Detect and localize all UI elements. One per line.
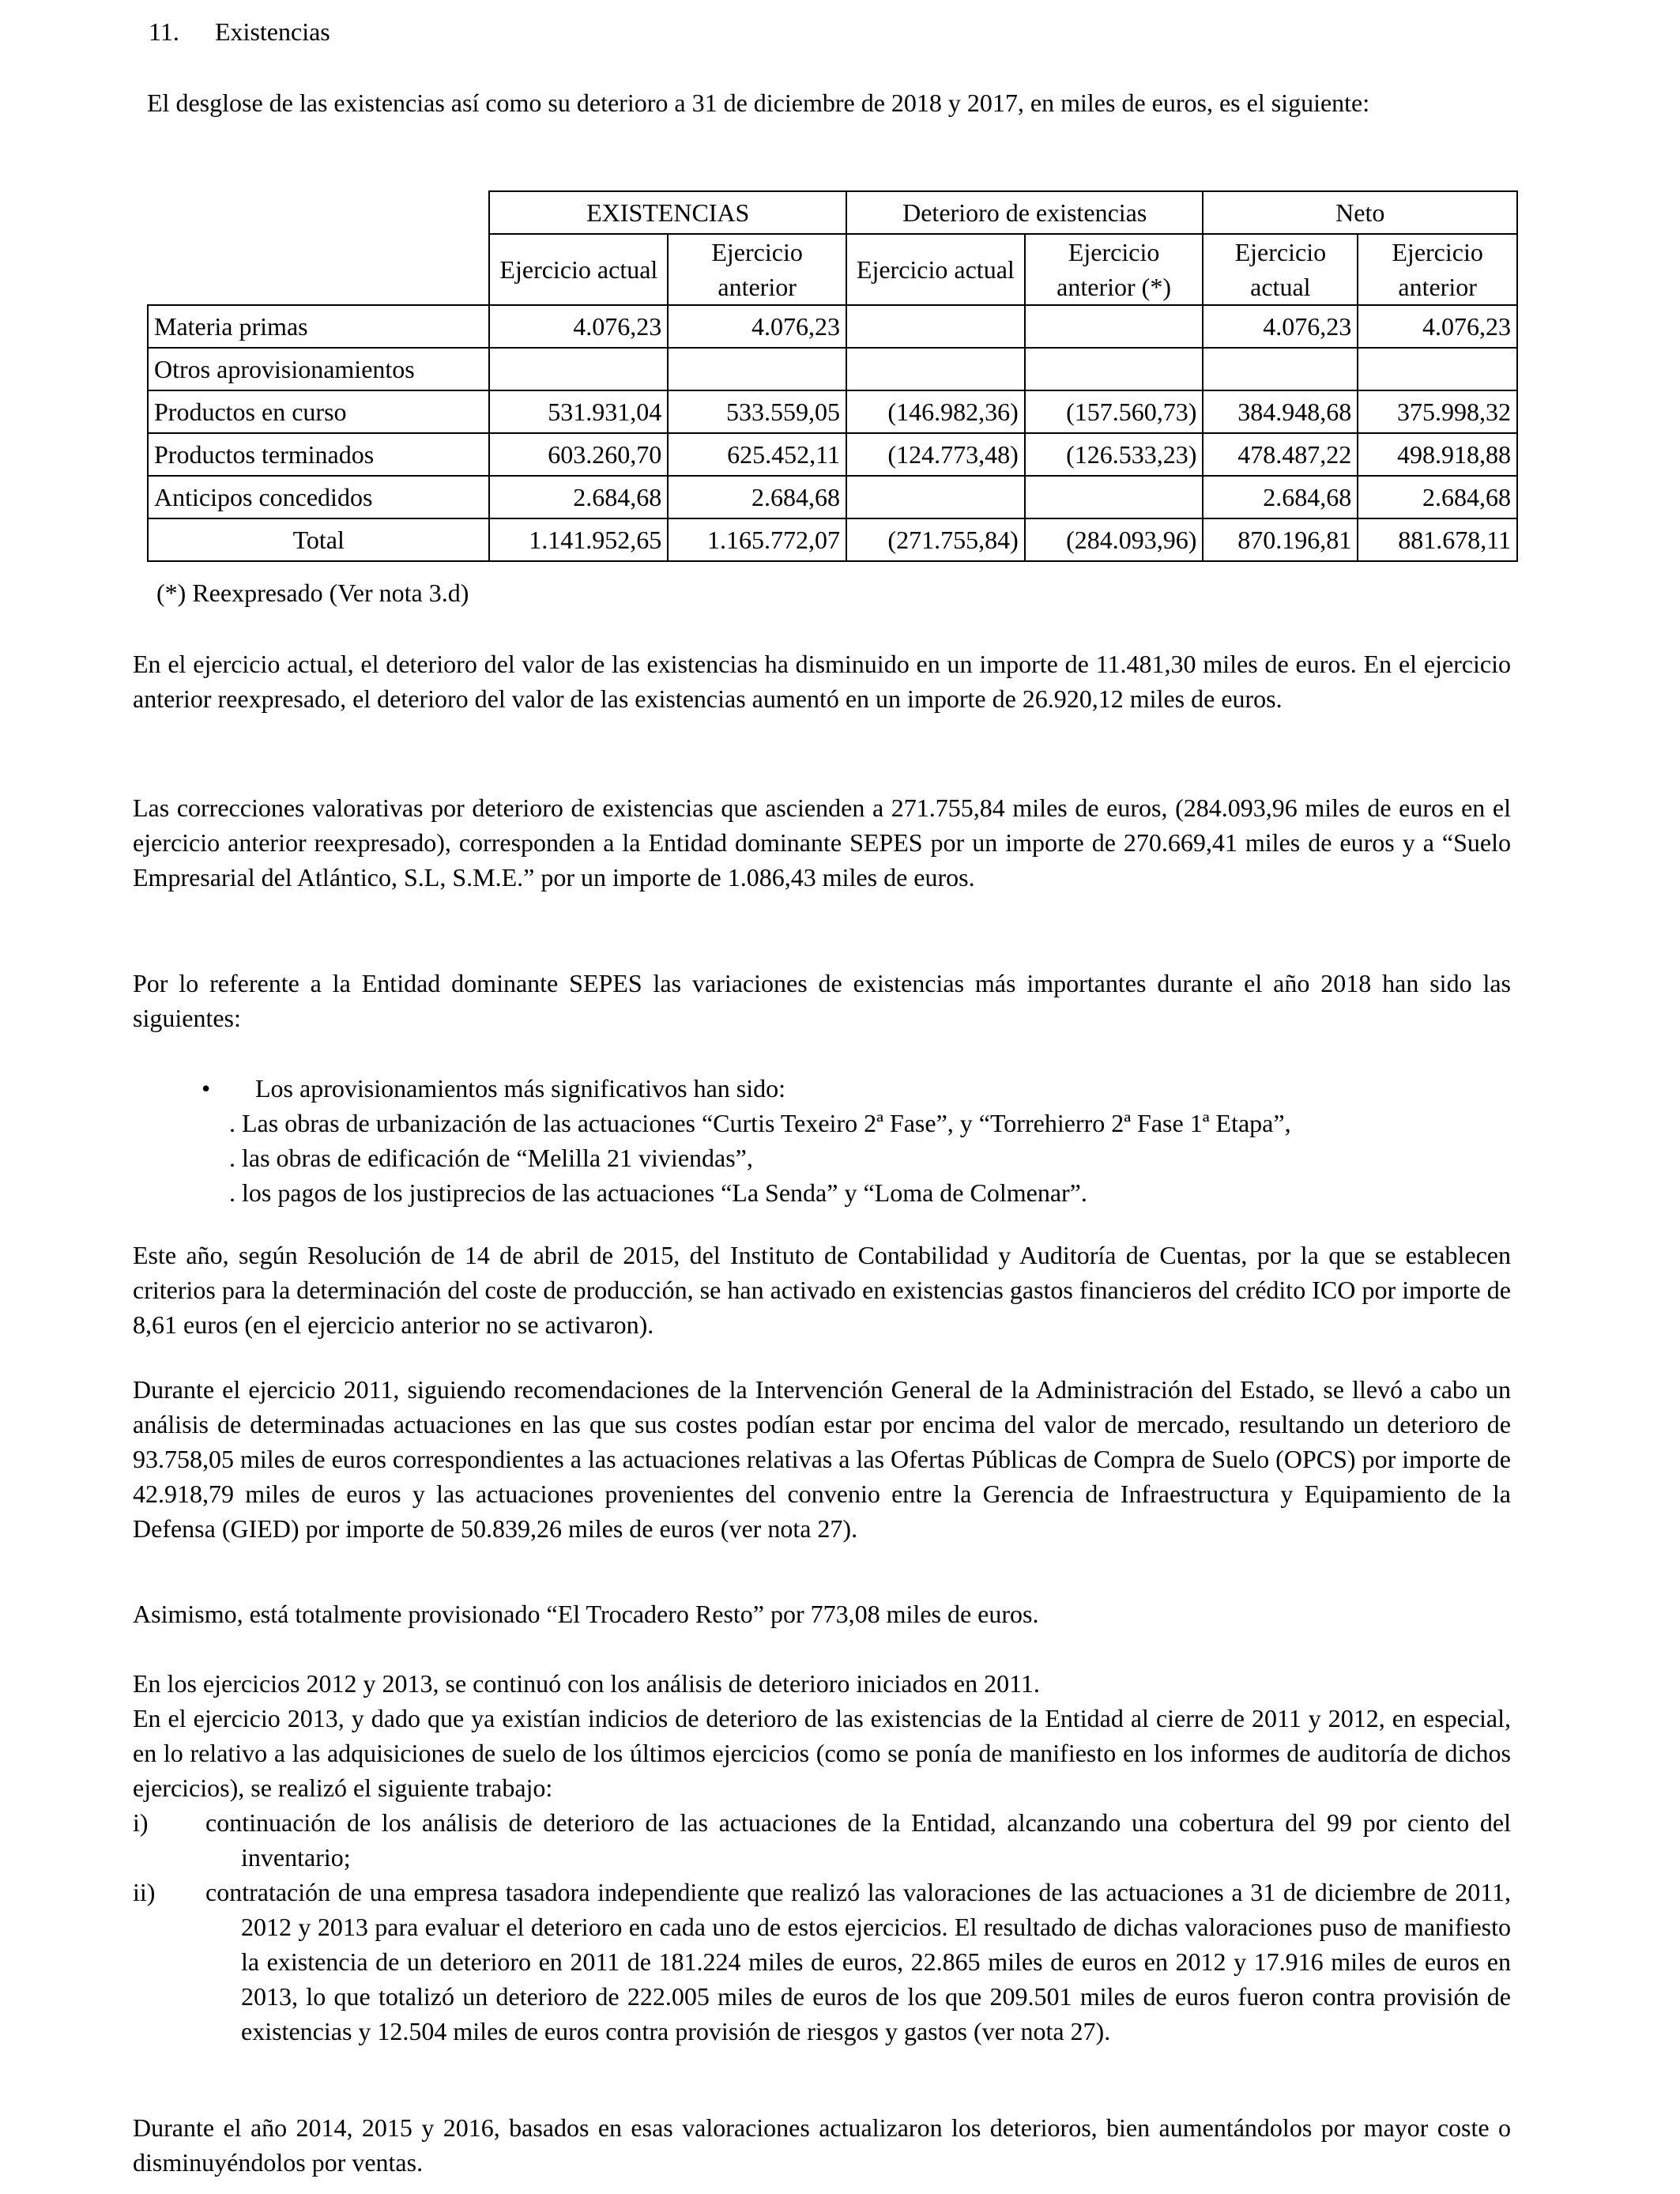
paragraph-2013-trabajo: En el ejercicio 2013, y dado que ya existían indicios de deterioro de las existencias de la Entidad al cierre de 2011 y 2012, en especial, en lo relativo a las adquisiciones de suelo de los últimos ejercicios (como se ponía de manifiesto en los informes de auditoría de dichos ejercicios), se realizó el siguiente trabajo: xyxy=(133,1704,1511,1802)
section-title: Existencias xyxy=(215,17,330,46)
row-label: Otros aprovisionamientos xyxy=(148,348,489,390)
table-cell: 4.076,23 xyxy=(489,305,668,348)
table-row xyxy=(148,305,1517,348)
paragraph-resolucion-icac: Este año, según Resolución de 14 de abril de 2015, del Instituto de Contabilidad y Auditoría de Cuentas, por la que se establecen criterios para la determinación del coste de producción, se han activado en existencias gastos financieros del crédito ICO por importe de 8,61 euros (en el ejercicio anterior no se activaron). xyxy=(133,1241,1511,1339)
table-cell xyxy=(846,476,1025,518)
roman-text: continuación de los análisis de deterioro de las actuaciones de la Entidad, alcanzando una cobertura del 99 por ciento del inventario; xyxy=(205,1808,1511,1872)
table-row xyxy=(148,433,1517,476)
intro-paragraph: El desglose de las existencias así como su deterioro a 31 de diciembre de 2018 y 2017, en miles de euros, es el siguiente: xyxy=(147,89,1370,117)
table-cell: 4.076,23 xyxy=(668,305,846,348)
group-header-existencias: EXISTENCIAS xyxy=(489,191,846,234)
group-header-deterioro: Deterioro de existencias xyxy=(846,191,1203,234)
section-number: 11. xyxy=(149,17,179,46)
table-cell: (271.755,84) xyxy=(846,518,1025,561)
table-group-header-row xyxy=(148,191,1517,234)
table-cell: (124.773,48) xyxy=(846,433,1025,476)
table-cell xyxy=(846,348,1025,390)
table-cell: 2.684,68 xyxy=(1358,476,1517,518)
table-cell: 4.076,23 xyxy=(1203,305,1358,348)
table-cell: (284.093,96) xyxy=(1025,518,1203,561)
paragraph-trocadero: Asimismo, está totalmente provisionado “El Trocadero Resto” por 773,08 miles de euros. xyxy=(133,1600,1039,1628)
table-cell: 498.918,88 xyxy=(1358,433,1517,476)
bullet-list xyxy=(202,1071,785,1106)
table-cell: 4.076,23 xyxy=(1358,305,1517,348)
table-cell: 478.487,22 xyxy=(1203,433,1358,476)
table-corner xyxy=(148,191,489,234)
table-cell: 881.678,11 xyxy=(1358,518,1517,561)
roman-marker: ii) xyxy=(133,1878,156,1906)
table-cell xyxy=(1025,348,1203,390)
table-footnote: (*) Reexpresado (Ver nota 3.d) xyxy=(156,579,469,607)
table-cell xyxy=(1358,348,1517,390)
table-cell: 531.931,04 xyxy=(489,390,668,433)
table-cell: 625.452,11 xyxy=(668,433,846,476)
bullet-sub-line: . Las obras de urbanización de las actuaciones “Curtis Texeiro 2ª Fase”, y “Torrehierro 2ª Fase 1ª Etapa”, xyxy=(229,1109,1291,1137)
bullet-item: • Los aprovisionamientos más significativos han sido: xyxy=(202,1071,785,1106)
roman-text: contratación de una empresa tasadora independiente que realizó las valoraciones de las actuaciones a 31 de diciembre de 2011, 2012 y 2013 para evaluar el deterioro en cada uno de estos ejercicios. El resultado de dichas valoraciones puso de manifiesto la existencia de un deterioro en 2011 de 181.224 miles de euros, 22.865 miles de euros en 2012 y 17.916 miles de euros en 2013, lo que totalizó un deterioro de 222.005 miles de euros de los que 209.501 miles de euros fueron contra provisión de existencias y 12.504 miles de euros contra provisión de riesgos y gastos (ver nota 27). xyxy=(205,1878,1511,2045)
row-label: Materia primas xyxy=(148,305,489,348)
paragraph-2014-2016: Durante el año 2014, 2015 y 2016, basados en esas valoraciones actualizaron los deterioros, bien aumentándolos por mayor coste o disminuyéndolos por ventas. xyxy=(133,2113,1511,2177)
roman-list-item xyxy=(133,1805,1511,1875)
table-row xyxy=(148,390,1517,433)
table-subheader-row xyxy=(148,234,1517,305)
column-header: Ejercicio actual xyxy=(846,234,1025,305)
section-heading xyxy=(149,14,330,49)
table-cell xyxy=(1025,476,1203,518)
table-cell: (157.560,73) xyxy=(1025,390,1203,433)
inventory-table xyxy=(147,190,1518,562)
bullet-sub-lines xyxy=(229,1106,1291,1210)
table-cell: 533.559,05 xyxy=(668,390,846,433)
row-label: Productos en curso xyxy=(148,390,489,433)
roman-list-item xyxy=(133,1875,1511,2049)
paragraph-variaciones-sepes: Por lo referente a la Entidad dominante SEPES las variaciones de existencias más importantes durante el año 2018 han sido las siguientes: xyxy=(133,969,1511,1032)
row-label: Anticipos concedidos xyxy=(148,476,489,518)
table-cell: 384.948,68 xyxy=(1203,390,1358,433)
table-cell: 2.684,68 xyxy=(1203,476,1358,518)
paragraph-ejercicio-2011: Durante el ejercicio 2011, siguiendo recomendaciones de la Intervención General de la Administración del Estado, se llevó a cabo un análisis de determinadas actuaciones en las que sus costes podían estar por encima del valor de mercado, resultando un deterioro de 93.758,05 miles de euros correspondientes a las actuaciones relativas a las Ofertas Públicas de Compra de Suelo (OPCS) por importe de 42.918,79 miles de euros y las actuaciones provenientes del convenio entre la Gerencia de Infraestructura y Equipamiento de la Defensa (GIED) por importe de 50.839,26 miles de euros (ver nota 27). xyxy=(133,1375,1511,1543)
table-cell: 375.998,32 xyxy=(1358,390,1517,433)
paragraph-correcciones: Las correcciones valorativas por deterioro de existencias que ascienden a 271.755,84 miles de euros, (284.093,96 miles de euros en el ejercicio anterior reexpresado), corresponden a la Entidad dominante SEPES por un importe de 270.669,41 miles de euros y a “Suelo Empresarial del Atlántico, S.L, S.M.E.” por un importe de 1.086,43 miles de euros. xyxy=(133,794,1511,892)
table-total-row xyxy=(148,518,1517,561)
row-label: Total xyxy=(148,518,489,561)
paragraph-deterioro-variacion: En el ejercicio actual, el deterioro del valor de las existencias ha disminuido en un importe de 11.481,30 miles de euros. En el ejercicio anterior reexpresado, el deterioro del valor de las existencias aumentó en un importe de 26.920,12 miles de euros. xyxy=(133,650,1511,713)
table-cell: 2.684,68 xyxy=(668,476,846,518)
table-cell: 870.196,81 xyxy=(1203,518,1358,561)
table-cell xyxy=(1025,305,1203,348)
table-cell: 603.260,70 xyxy=(489,433,668,476)
column-header: Ejercicio anterior xyxy=(1358,234,1517,305)
bullet-sub-line: . las obras de edificación de “Melilla 21 viviendas”, xyxy=(229,1144,753,1172)
table-cell xyxy=(489,348,668,390)
bullet-sub-line: . los pagos de los justiprecios de las actuaciones “La Senda” y “Loma de Colmenar”. xyxy=(229,1178,1087,1207)
roman-marker: i) xyxy=(133,1808,149,1837)
table-cell: (126.533,23) xyxy=(1025,433,1203,476)
column-header: Ejercicio actual xyxy=(489,234,668,305)
column-header: Ejercicio anterior xyxy=(668,234,846,305)
table-cell: 1.165.772,07 xyxy=(668,518,846,561)
table-cell xyxy=(668,348,846,390)
table-cell: 2.684,68 xyxy=(489,476,668,518)
table-cell: 1.141.952,65 xyxy=(489,518,668,561)
table-row xyxy=(148,348,1517,390)
row-label: Productos terminados xyxy=(148,433,489,476)
table-cell xyxy=(846,305,1025,348)
paragraph-2012-2013: En los ejercicios 2012 y 2013, se continuó con los análisis de deterioro iniciados en 2011. xyxy=(133,1669,1040,1698)
table-corner xyxy=(148,234,489,305)
table-cell: (146.982,36) xyxy=(846,390,1025,433)
group-header-neto: Neto xyxy=(1203,191,1517,234)
column-header: Ejercicio actual xyxy=(1203,234,1358,305)
column-header: Ejercicio anterior (*) xyxy=(1025,234,1203,305)
roman-list xyxy=(133,1805,1511,2049)
table-cell xyxy=(1203,348,1358,390)
table-row xyxy=(148,476,1517,518)
